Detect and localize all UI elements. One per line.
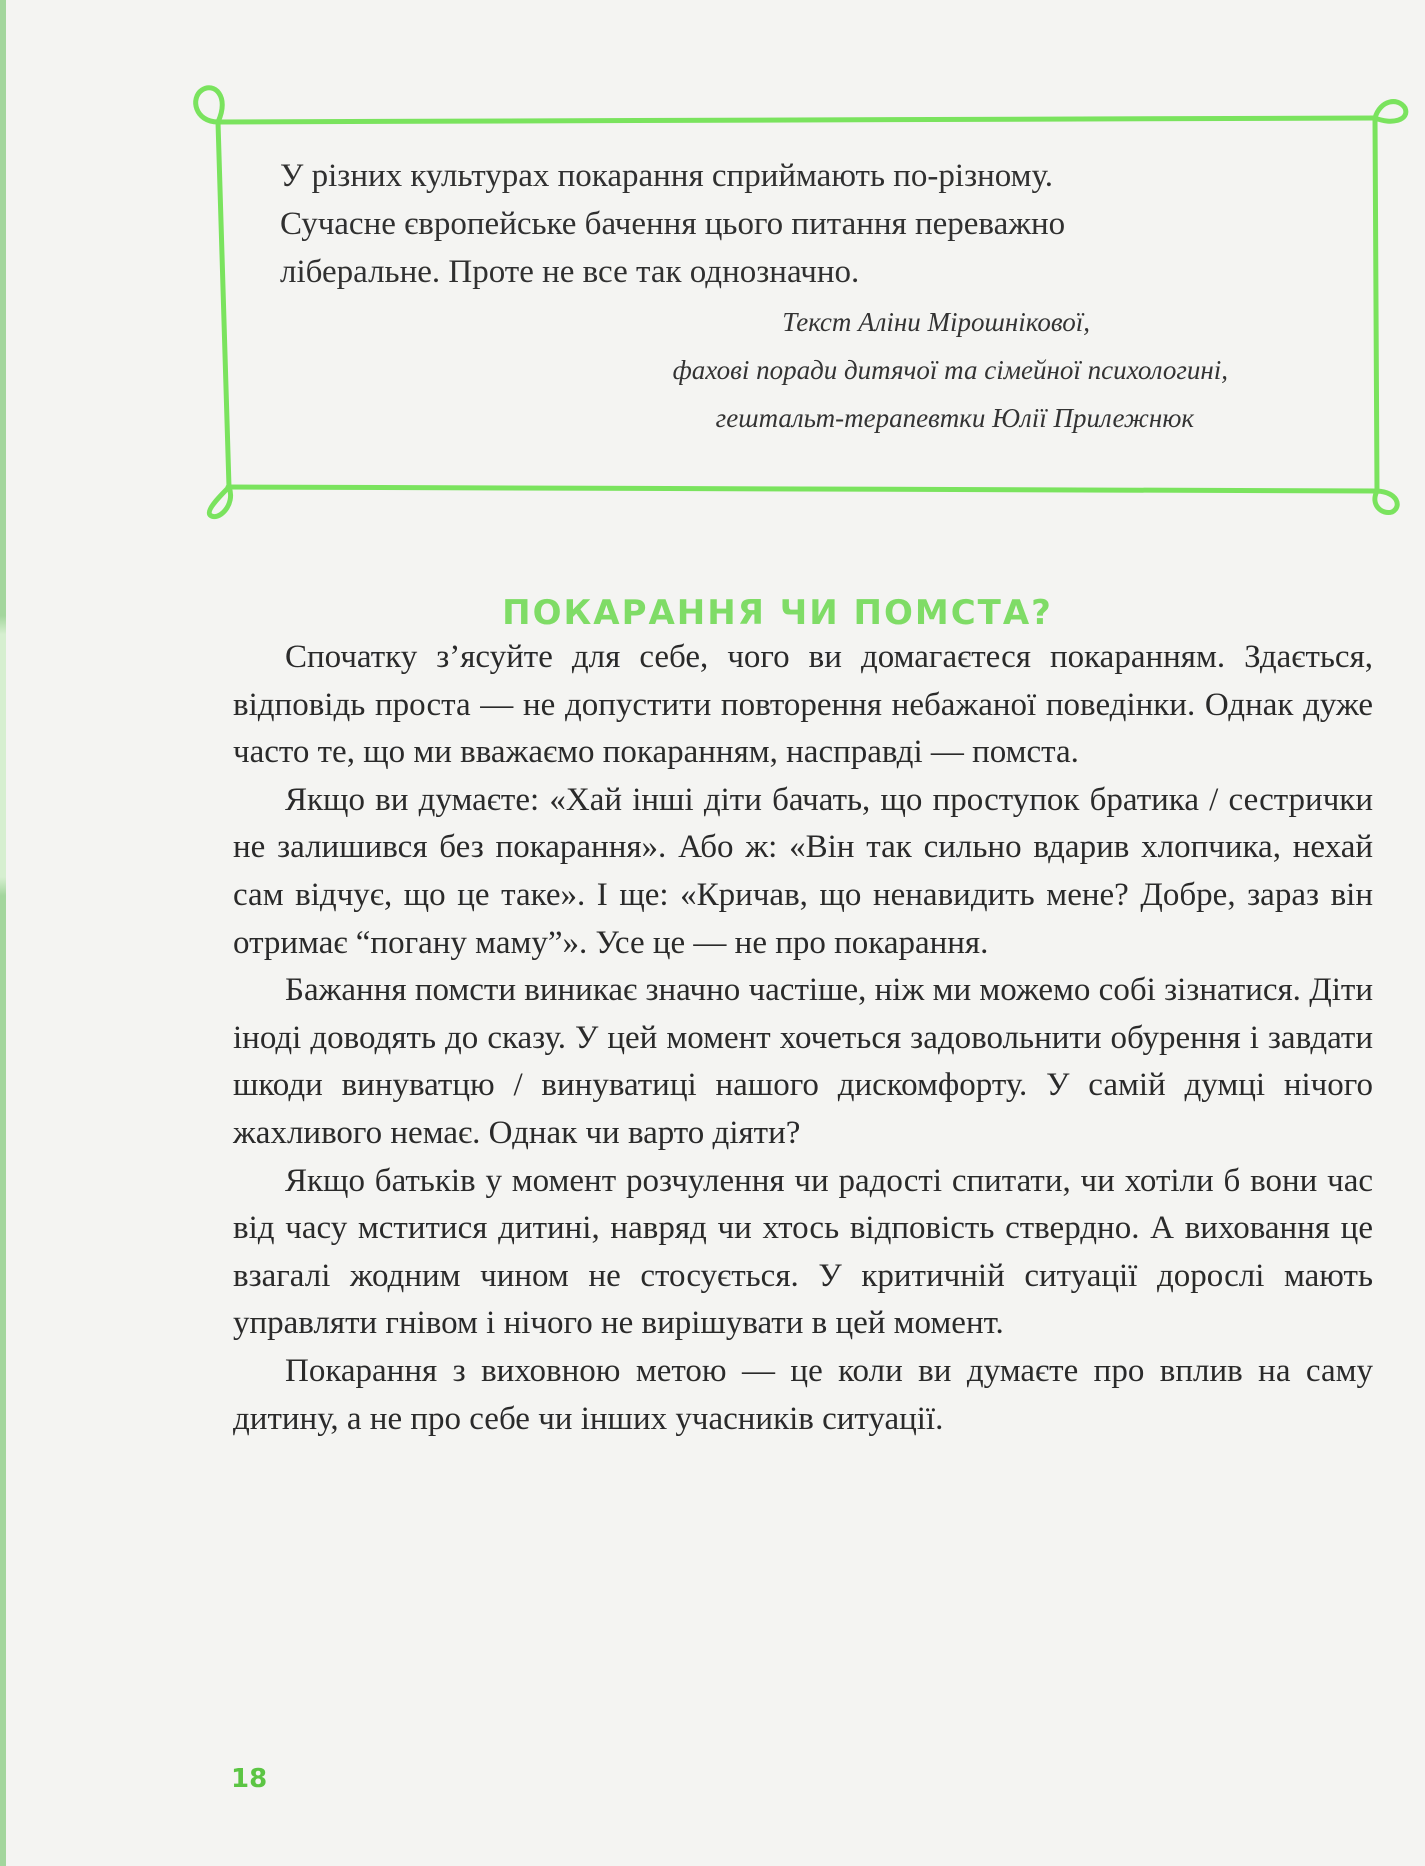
credit-advisor-role: гештальт-терапевтки Юлії Прилежнюк: [715, 403, 1194, 433]
credits: [280, 298, 1340, 442]
intro-line: У різних культурах покарання сприймають по-різному.: [280, 158, 1053, 194]
page-number: 18: [231, 1764, 268, 1794]
intro-box: [280, 152, 1340, 442]
frame-loop-bottom-right: [1375, 491, 1397, 513]
frame-loop-bottom-left: [209, 487, 230, 517]
section-title: ПОКАРАННЯ ЧИ ПОМСТА?: [502, 593, 1053, 634]
intro-line: Сучасне європейське бачення цього питання переважно: [280, 206, 1066, 242]
article-body: [233, 634, 1373, 1443]
frame-loop-top-right: [1375, 102, 1406, 122]
intro-text: [280, 152, 1340, 296]
paragraph: Спочатку з’ясуйте для себе, чого ви домагаєтеся покаранням. Здається, відповідь проста — не допустити повторення небажаної поведінки. Однак дуже часто те, що ми вважаємо покаранням, насправді — помста.: [233, 639, 1373, 771]
frame-left-line: [218, 122, 229, 487]
page-edge-strip: [0, 0, 6, 1866]
frame-bottom-line: [228, 487, 1377, 491]
paragraph: Бажання помсти виникає значно частіше, ніж ми можемо собі зізнатися. Діти іноді доводять до сказу. У цей момент хочеться задовольнити обурення і завдати шкоди винуватцю / винуватиці нашого дискомфорту. У самій думці нічого жахливого немає. Однак чи варто діяти?: [233, 972, 1373, 1151]
paragraph: Якщо ви думаєте: «Хай інші діти бачать, що проступок братика / сестрички не залишився без покарання». Або ж: «Він так сильно вдарив хлопчика, нехай сам відчує, що це таке». І ще: «Кричав, що ненавидить мене? Добре, зараз він отримає “погану маму”». Усе це — не про покарання.: [233, 781, 1373, 961]
frame-top-line: [218, 118, 1375, 122]
paragraph: Якщо батьків у момент розчулення чи радості спитати, чи хотіли б вони час від часу мститися дитині, навряд чи хтось відповість ствердно. А виховання це взагалі жодним чином не стосується. У критичній ситуації дорослі мають управляти гнівом і нічого не вирішувати в цей момент.: [233, 1162, 1373, 1342]
frame-loop-top-left: [196, 88, 223, 122]
frame-right-line: [1375, 118, 1377, 491]
intro-line: ліберальне. Проте не все так однозначно.: [280, 254, 860, 290]
paragraph: Покарання з виховною метою — це коли ви думаєте про вплив на саму дитину, а не про себе чи інших учасників ситуації.: [233, 1352, 1373, 1437]
credit-author: Текст Аліни Мірошнікової,: [782, 307, 1090, 337]
credit-advisor: фахові поради дитячої та сімейної психологині,: [672, 355, 1228, 385]
